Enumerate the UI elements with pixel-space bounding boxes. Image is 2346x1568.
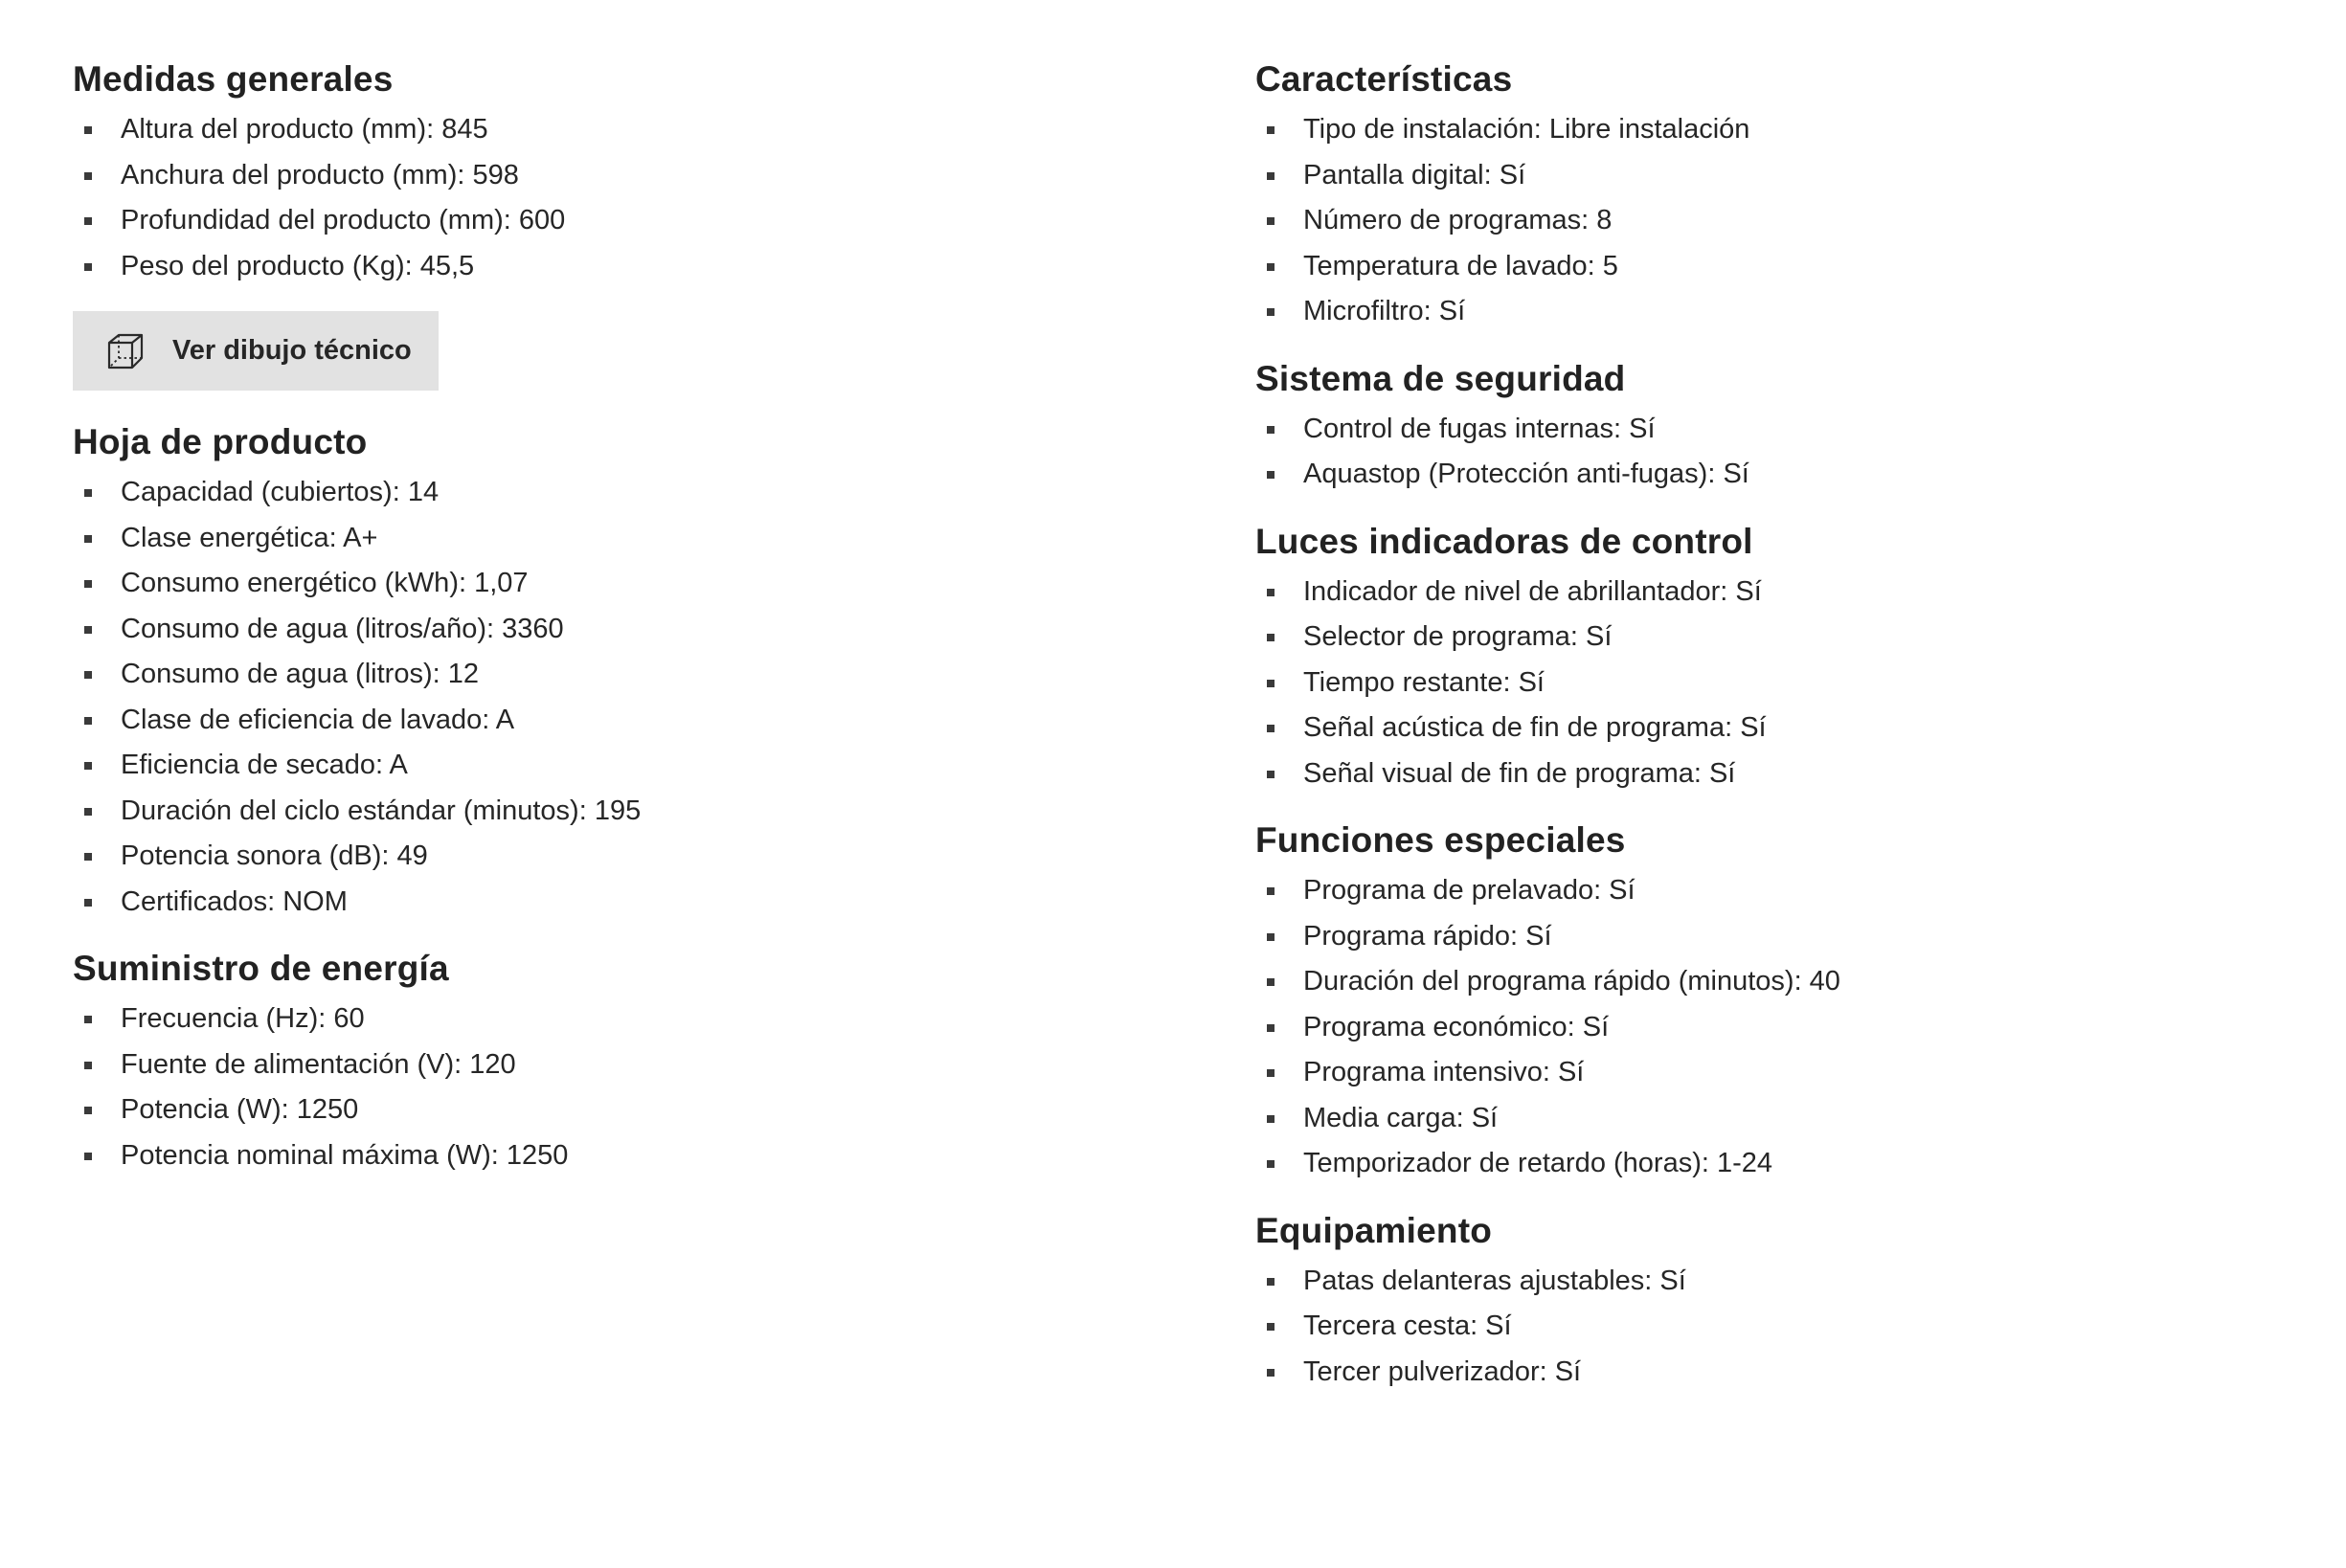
bullet-icon [1267, 680, 1275, 687]
section-caracteristicas [1255, 55, 2309, 335]
section-title: Suministro de energía [73, 949, 449, 988]
list-item [73, 561, 1174, 607]
list-item [1255, 407, 2309, 453]
list-item [73, 997, 1174, 1042]
section-title: Características [1255, 59, 1513, 99]
spec-text: Consumo de agua (litros/año): 3360 [121, 613, 564, 644]
bullet-icon [1267, 1323, 1275, 1331]
bullet-icon [84, 1153, 92, 1160]
bullet-icon [84, 717, 92, 725]
bullet-icon [84, 671, 92, 679]
bullet-icon [84, 126, 92, 134]
list-item [1255, 107, 2309, 153]
bullet-icon [84, 263, 92, 271]
list-item [73, 153, 1174, 199]
list-item [1255, 153, 2309, 199]
section-luces-indicadoras [1255, 517, 2309, 797]
spec-text: Duración del programa rápido (minutos): 40 [1303, 966, 1840, 997]
section-suministro-de-energia [73, 944, 1174, 1178]
spec-list [73, 107, 1174, 289]
bullet-icon [1267, 263, 1275, 271]
list-item [1255, 914, 2309, 960]
section-title: Hoja de producto [73, 422, 368, 461]
bullet-icon [84, 626, 92, 634]
spec-text: Consumo de agua (litros): 12 [121, 659, 479, 689]
spec-text: Indicador de nivel de abrillantador: Sí [1303, 575, 1762, 607]
bullet-icon [1267, 1278, 1275, 1286]
right-column [1255, 55, 2309, 1395]
spec-text: Potencia (W): 1250 [121, 1094, 359, 1125]
bullet-icon [1267, 172, 1275, 180]
list-item [1255, 868, 2309, 914]
bullet-icon [1267, 471, 1275, 479]
bullet-icon [84, 489, 92, 497]
spec-list [1255, 1259, 2309, 1396]
list-item [73, 743, 1174, 789]
bullet-icon [84, 853, 92, 861]
bullet-icon [1267, 1369, 1275, 1377]
list-item [1255, 1050, 2309, 1096]
bullet-icon [1267, 1115, 1275, 1123]
spec-text: Duración del ciclo estándar (minutos): 195 [121, 795, 642, 826]
bullet-icon [1267, 1160, 1275, 1168]
spec-text: Microfiltro: Sí [1303, 296, 1466, 326]
list-item [1255, 615, 2309, 661]
list-item [1255, 1141, 2309, 1187]
list-item [1255, 244, 2309, 290]
section-equipamiento [1255, 1206, 2309, 1396]
section-sistema-de-seguridad [1255, 354, 2309, 498]
spec-text: Número de programas: 8 [1303, 205, 1613, 235]
bullet-icon [1267, 1024, 1275, 1032]
list-item [73, 1133, 1174, 1179]
spec-text: Tipo de instalación: Libre instalación [1303, 114, 1750, 145]
bullet-icon [1267, 308, 1275, 316]
bullet-icon [1267, 1069, 1275, 1077]
bullet-icon [1267, 933, 1275, 941]
list-item [1255, 1350, 2309, 1396]
spec-text: Capacidad (cubiertos): 14 [121, 477, 440, 507]
bullet-icon [84, 808, 92, 816]
spec-text: Tercer pulverizador: Sí [1303, 1355, 1582, 1387]
list-item [1255, 706, 2309, 751]
spec-text: Anchura del producto (mm): 598 [121, 159, 519, 190]
list-item [1255, 452, 2309, 498]
list-item [1255, 289, 2309, 335]
spec-text: Consumo energético (kWh): 1,07 [121, 568, 529, 598]
list-item [73, 198, 1174, 244]
spec-text: Clase energética: A+ [121, 522, 378, 553]
spec-text: Profundidad del producto (mm): 600 [121, 205, 566, 235]
spec-text: Tercera cesta: Sí [1303, 1310, 1512, 1341]
list-item [1255, 959, 2309, 1005]
spec-list [1255, 570, 2309, 797]
spec-text: Fuente de alimentación (V): 120 [121, 1048, 516, 1080]
spec-text: Eficiencia de secado: A [121, 750, 408, 780]
list-item [73, 834, 1174, 880]
section-medidas-generales [73, 55, 1174, 289]
list-item [73, 470, 1174, 516]
spec-text: Tiempo restante: Sí [1303, 666, 1545, 698]
bullet-icon [1267, 725, 1275, 732]
spec-text: Programa económico: Sí [1303, 1011, 1610, 1042]
bullet-icon [1267, 217, 1275, 225]
bullet-icon [84, 1107, 92, 1114]
list-item [73, 244, 1174, 290]
bullet-icon [84, 899, 92, 907]
spec-text: Frecuencia (Hz): 60 [121, 1003, 365, 1034]
spec-text: Programa de prelavado: Sí [1303, 875, 1635, 906]
bullet-icon [84, 1062, 92, 1069]
list-item [1255, 1005, 2309, 1051]
spec-list [73, 470, 1174, 925]
list-item [73, 107, 1174, 153]
list-item [1255, 570, 2309, 616]
section-title: Equipamiento [1255, 1210, 1493, 1250]
spec-text: Peso del producto (Kg): 45,5 [121, 250, 475, 281]
list-item [73, 698, 1174, 744]
list-item [73, 1087, 1174, 1133]
list-item [73, 880, 1174, 926]
bullet-icon [1267, 126, 1275, 134]
spec-text: Temperatura de lavado: 5 [1303, 250, 1618, 281]
spec-text: Potencia nominal máxima (W): 1250 [121, 1139, 569, 1171]
bullet-icon [1267, 887, 1275, 895]
list-item [73, 652, 1174, 698]
section-funciones-especiales [1255, 816, 2309, 1187]
bullet-icon [84, 535, 92, 543]
spec-text: Clase de eficiencia de lavado: A [121, 704, 515, 735]
bullet-icon [1267, 978, 1275, 986]
list-item [1255, 1259, 2309, 1305]
spec-text: Pantalla digital: Sí [1303, 159, 1526, 190]
spec-text: Programa rápido: Sí [1303, 920, 1552, 952]
section-hoja-de-producto [73, 417, 1174, 925]
bullet-icon [1267, 426, 1275, 434]
bullet-icon [1267, 771, 1275, 778]
list-item [1255, 1304, 2309, 1350]
spec-text: Potencia sonora (dB): 49 [121, 840, 428, 871]
spec-text: Patas delanteras ajustables: Sí [1303, 1265, 1686, 1296]
bullet-icon [84, 217, 92, 225]
cube-icon [105, 331, 146, 371]
spec-list [1255, 868, 2309, 1187]
spec-list [73, 997, 1174, 1178]
technical-drawing-button[interactable] [73, 311, 439, 391]
list-item [73, 516, 1174, 562]
section-title: Funciones especiales [1255, 820, 1626, 860]
bullet-icon [1267, 634, 1275, 641]
spec-text: Altura del producto (mm): 845 [121, 114, 488, 145]
list-item [1255, 198, 2309, 244]
spec-text: Aquastop (Protección anti-fugas): Sí [1303, 459, 1749, 489]
bullet-icon [1267, 589, 1275, 596]
technical-drawing-label: Ver dibujo técnico [172, 335, 412, 366]
section-title: Sistema de seguridad [1255, 358, 1626, 398]
spec-text: Señal acústica de fin de programa: Sí [1303, 712, 1767, 743]
list-item [1255, 1096, 2309, 1142]
bullet-icon [84, 580, 92, 588]
list-item [73, 1042, 1174, 1088]
left-column [73, 55, 1174, 1178]
bullet-icon [84, 1016, 92, 1023]
spec-text: Temporizador de retardo (horas): 1-24 [1303, 1148, 1773, 1178]
section-title: Luces indicadoras de control [1255, 521, 1753, 561]
spec-text: Programa intensivo: Sí [1303, 1057, 1585, 1087]
spec-list [1255, 107, 2309, 335]
spec-text: Selector de programa: Sí [1303, 621, 1613, 652]
list-item [1255, 661, 2309, 706]
list-item [73, 607, 1174, 653]
bullet-icon [84, 172, 92, 180]
bullet-icon [84, 762, 92, 770]
spec-text: Media carga: Sí [1303, 1102, 1499, 1133]
spec-text: Certificados: NOM [121, 885, 348, 917]
spec-text: Señal visual de fin de programa: Sí [1303, 757, 1736, 789]
spec-text: Control de fugas internas: Sí [1303, 413, 1656, 444]
list-item [1255, 751, 2309, 797]
list-item [73, 789, 1174, 835]
section-title: Medidas generales [73, 59, 394, 99]
spec-list [1255, 407, 2309, 498]
